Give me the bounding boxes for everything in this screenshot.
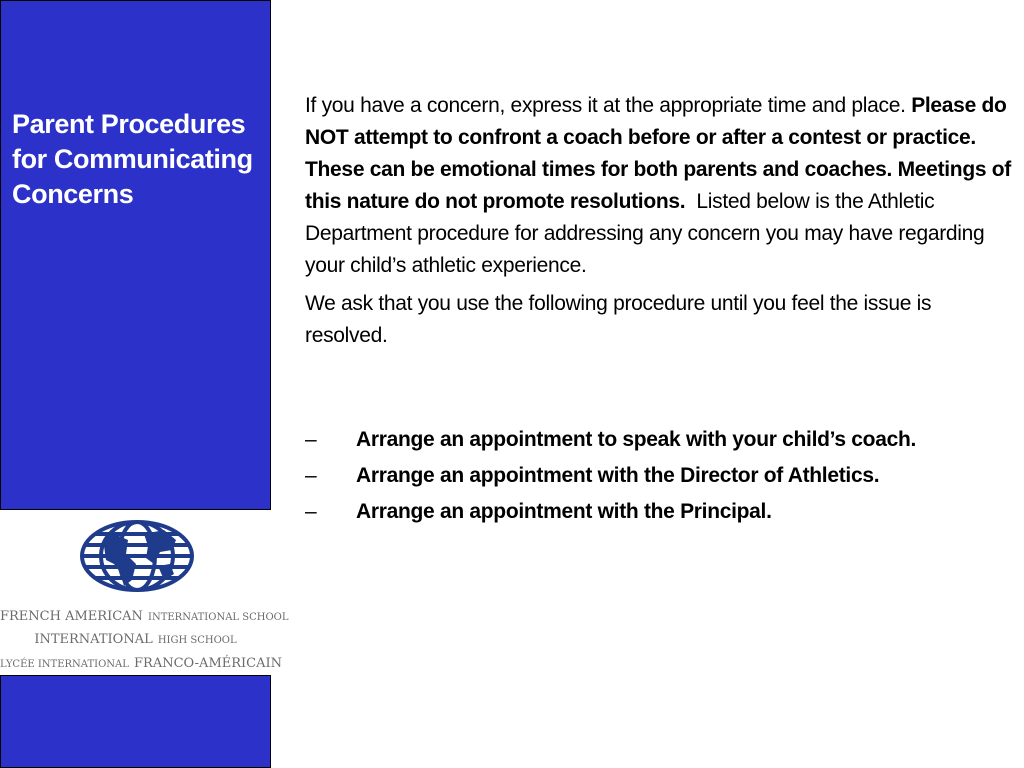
warning-text: Please do NOT attempt to confront a coach before or after a contest or practice. These can be emotional times for both parents and coaches. Meetings of this nature do not promote resolutions. <box>305 94 1011 213</box>
bullet-dash: – <box>305 500 317 523</box>
school-logo <box>0 512 289 674</box>
procedure-paragraph: We ask that you use the following procedure until you feel the issue is resolved. <box>305 292 932 347</box>
globe-icon <box>80 520 194 592</box>
logo-text-line-2: INTERNATIONAL HIGH SCHOOL <box>34 632 237 647</box>
procedure-steps <box>305 422 1017 530</box>
logo-text-line-3: LYCÉE INTERNATIONAL FRANCO-AMÉRICAIN <box>0 656 283 671</box>
bullet-dash: – <box>305 428 317 451</box>
bullet-dash: – <box>305 464 317 487</box>
slide-body <box>305 90 1017 530</box>
sidebar-panel <box>0 0 271 510</box>
list-item: – Arrange an appointment to speak with your child’s coach. <box>305 422 1017 458</box>
list-item: – Arrange an appointment with the Director of Athletics. <box>305 458 1017 494</box>
sidebar-footer-panel <box>0 675 271 768</box>
intro-paragraph: If you have a concern, express it at the appropriate time and place. Please do NOT attempt to confront a coach before or after a contest or practice. These can be emotional times for both parents and coaches. Meetings of this nature do not promote resolutions. Listed below is the Athletic Department procedure for addressing any concern you may have regarding your child’s athletic experience. <box>305 94 1011 277</box>
slide-title: Parent Procedures for Communicating Concerns <box>12 109 253 209</box>
logo-text-line-1: FRENCH AMERICAN INTERNATIONAL SCHOOL <box>0 609 289 624</box>
list-item: – Arrange an appointment with the Principal. <box>305 494 1017 530</box>
